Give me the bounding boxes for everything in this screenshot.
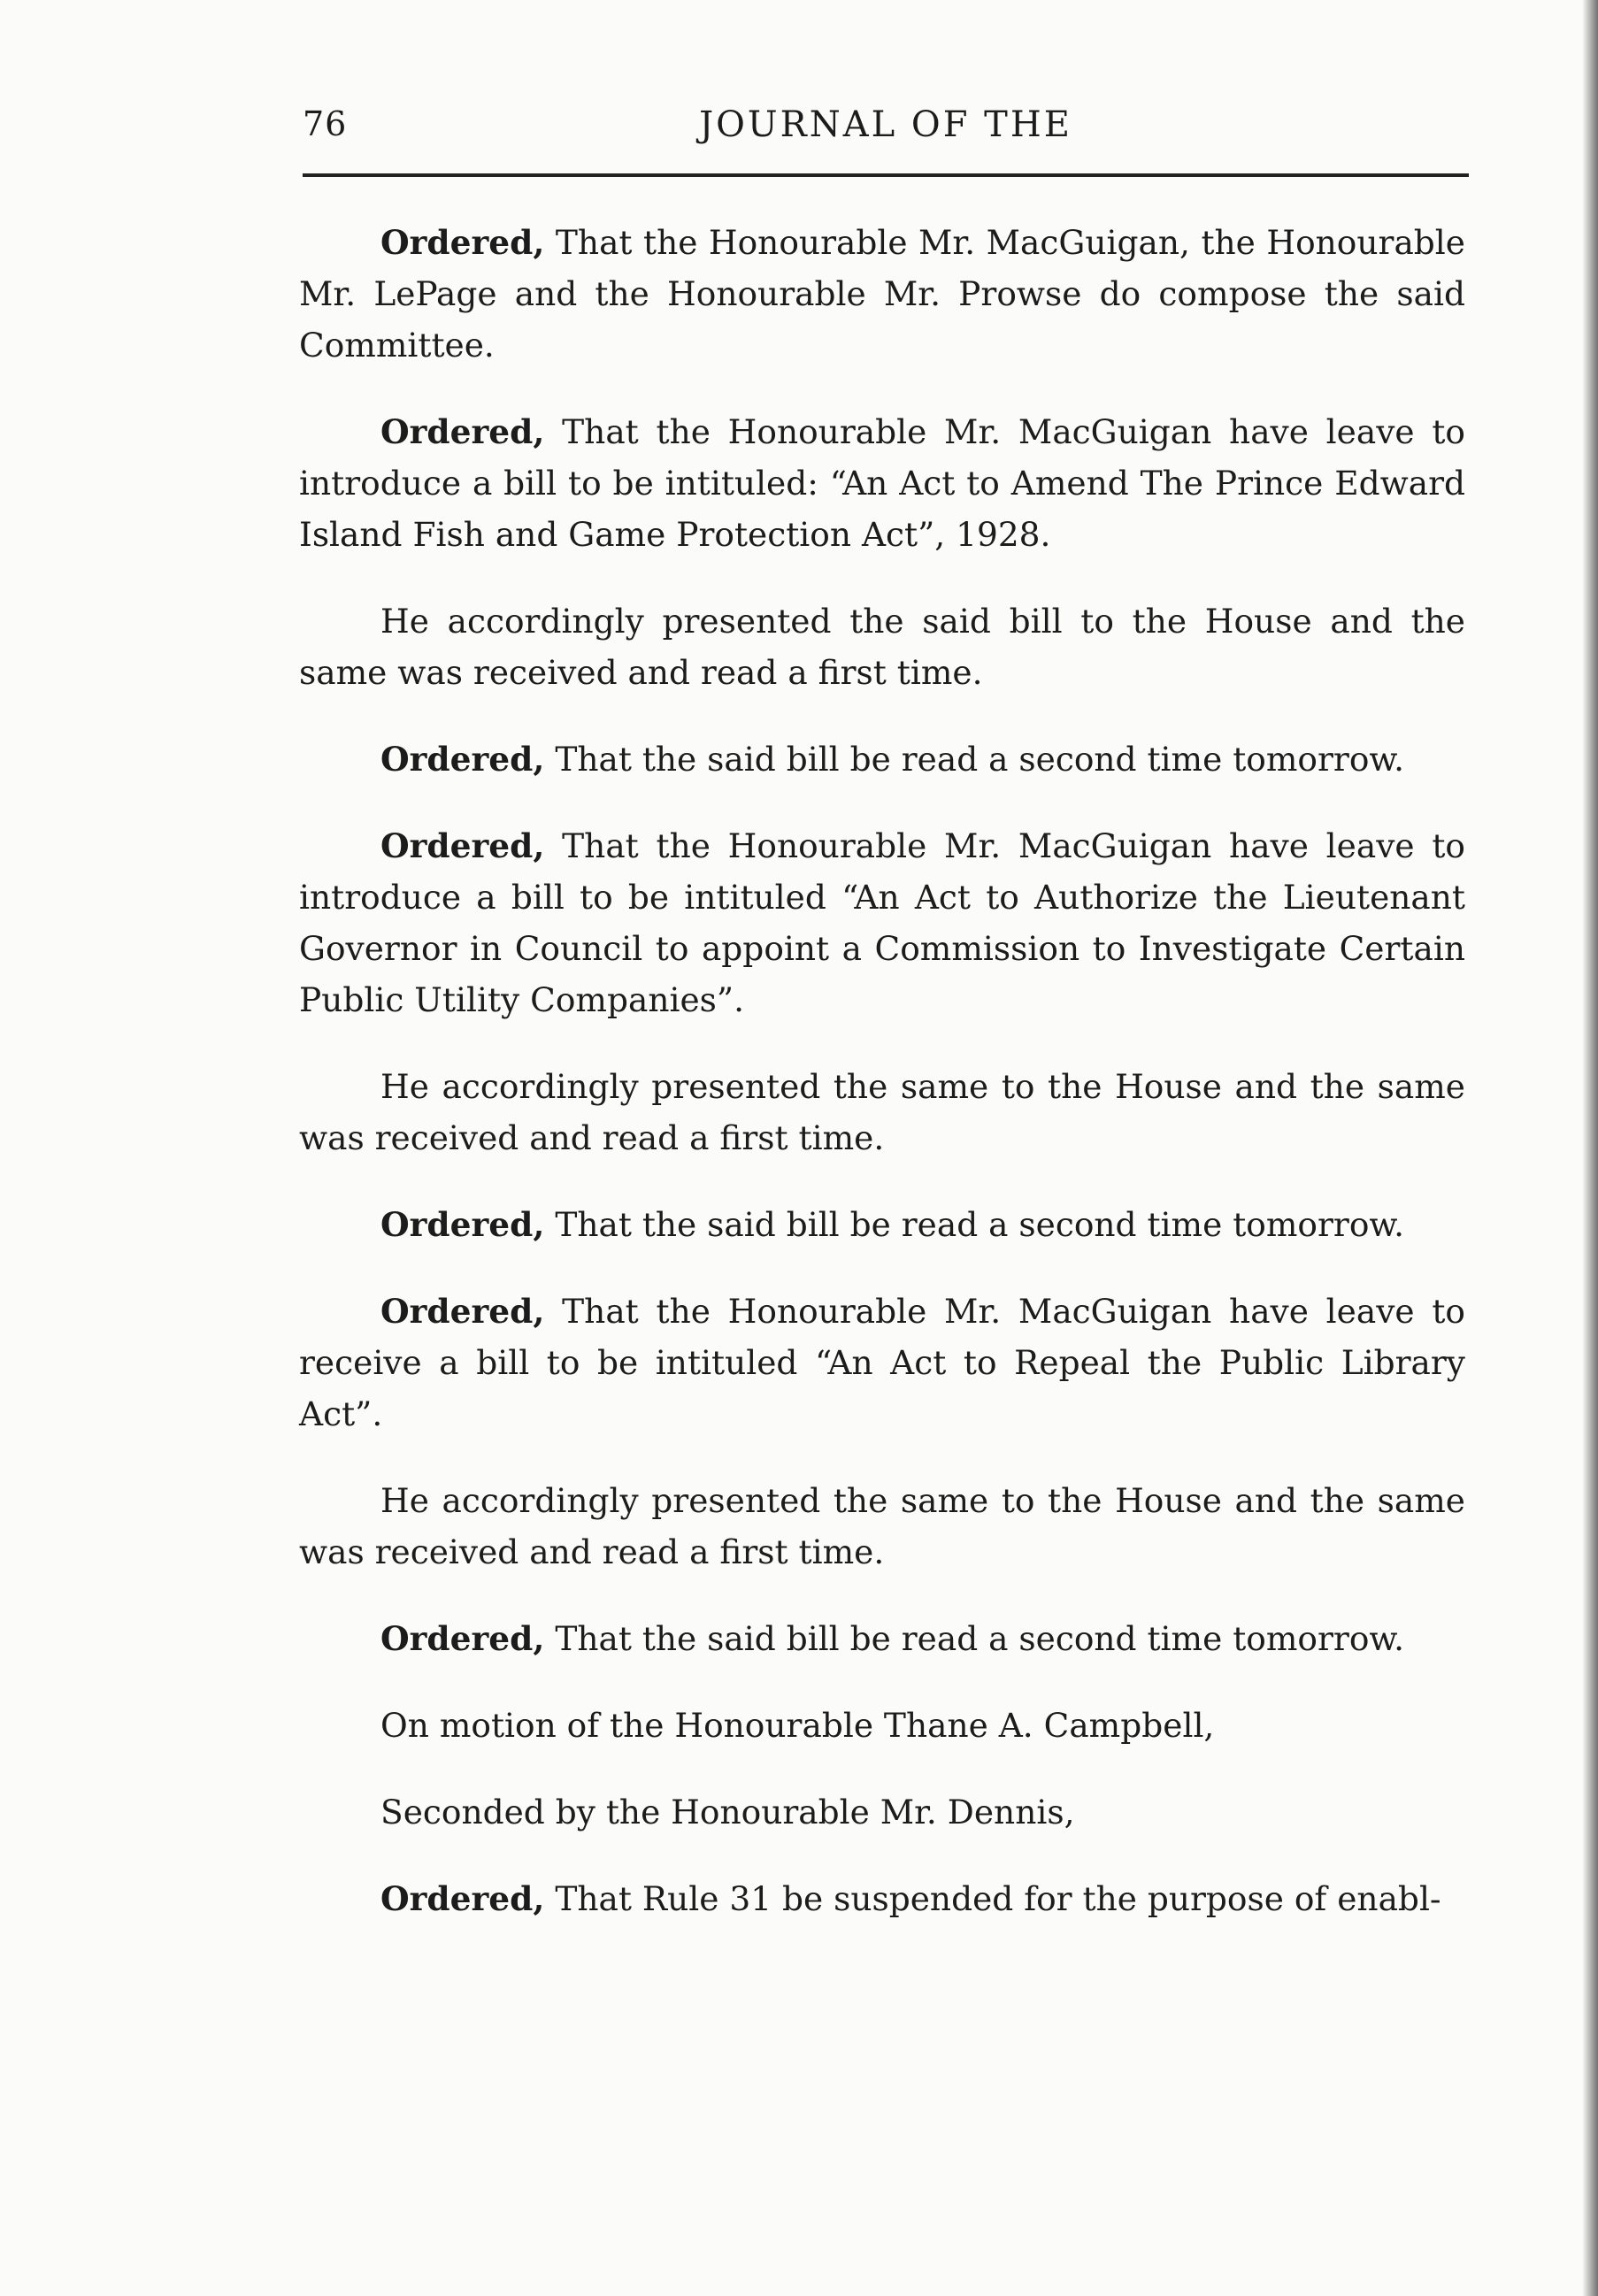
paragraph [299,406,1465,560]
paragraph-lead: Ordered, [380,223,545,262]
paragraph [299,1873,1465,1924]
paragraph-text: He accordingly presented the same to the House and the same was received and read a first time. [299,1481,1465,1571]
paragraph-text: He accordingly presented the same to the House and the same was received and read a first time. [299,1067,1465,1157]
paragraph-lead: Ordered, [380,1619,545,1658]
paragraph [299,1199,1465,1250]
paragraph-text: Seconded by the Honourable Mr. Dennis, [380,1793,1075,1831]
paragraph-text: That the Honourable Mr. MacGuigan have leave to receive a bill to be intituled “An Act to Repeal the Public Library Act”. [299,1292,1465,1433]
paragraph [299,1700,1465,1751]
paragraph-text: That the said bill be read a second time tomorrow. [544,1205,1405,1244]
page-edge-shadow [1582,0,1598,2296]
paragraph [299,1475,1465,1578]
paragraph [299,217,1465,371]
paragraph [299,1613,1465,1664]
paragraph [299,1061,1465,1163]
header-rule [303,173,1469,177]
paragraph-lead: Ordered, [380,1292,545,1331]
paragraph-text: That the Honourable Mr. MacGuigan, the Honourable Mr. LePage and the Honourable Mr. Prowse do compose the said Committee. [299,223,1465,365]
page-header [303,104,1469,166]
paragraph-text: That Rule 31 be suspended for the purpose of enabl- [544,1879,1441,1918]
paragraph-lead: Ordered, [380,412,545,451]
paragraph [299,595,1465,698]
paragraph [299,1786,1465,1838]
paragraph-text: That the said bill be read a second time tomorrow. [544,1619,1405,1658]
paragraph-text: That the Honourable Mr. MacGuigan have leave to introduce a bill to be intituled “An Act to Authorize the Lieutenant Governor in Council to appoint a Commission to Investigate Certain Public Utility Companies”. [299,826,1465,1019]
paragraph-lead: Ordered, [380,740,545,779]
journal-body [299,217,1465,1960]
page-number: 76 [303,104,348,143]
paragraph-text: That the Honourable Mr. MacGuigan have leave to introduce a bill to be intituled: “An Act to Amend The Prince Edward Island Fish and Game Protection Act”, 1928. [299,412,1465,554]
paragraph-text: That the said bill be read a second time tomorrow. [544,740,1405,779]
paragraph-text: He accordingly presented the said bill to the House and the same was received and read a first time. [299,602,1465,692]
running-title: JOURNAL OF THE [699,104,1072,145]
paragraph [299,820,1465,1025]
paragraph [299,733,1465,785]
paragraph-text: On motion of the Honourable Thane A. Campbell, [380,1706,1215,1745]
paragraph-lead: Ordered, [380,1879,545,1918]
paragraph [299,1286,1465,1440]
paragraph-lead: Ordered, [380,1205,545,1244]
paragraph-lead: Ordered, [380,826,545,865]
